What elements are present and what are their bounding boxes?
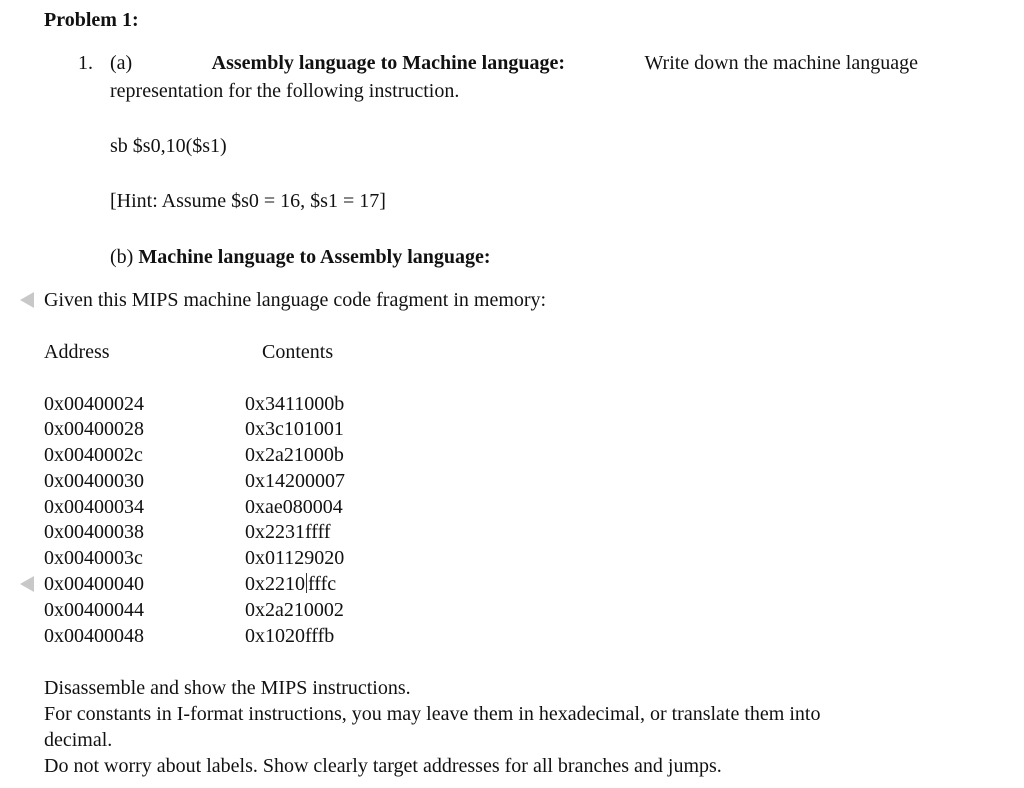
table-row-address: 0x00400028 <box>44 418 144 440</box>
table-row-contents: 0x2231ffff <box>245 521 331 543</box>
part-a-first-line <box>110 51 918 75</box>
table-row-contents: 0xae080004 <box>245 496 343 518</box>
table-row-address: 0x00400048 <box>44 625 144 647</box>
part-a-label: (a) <box>110 52 133 74</box>
table-row-address: 0x0040003c <box>44 547 143 569</box>
part-a-text-line1: Write down the machine language <box>644 52 918 74</box>
part-a-heading: Assembly language to Machine language: <box>211 52 565 74</box>
table-row-address: 0x0040002c <box>44 444 143 466</box>
footer-line2: For constants in I-format instructions, you may leave them in hexadecimal, or translate them into <box>44 703 821 725</box>
table-row-address: 0x00400034 <box>44 496 144 518</box>
table-row-address: 0x00400024 <box>44 393 144 415</box>
contents-header: Contents <box>262 341 334 363</box>
hint-text: [Hint: Assume $s0 = 16, $s1 = 17] <box>110 190 386 212</box>
footer-line3: decimal. <box>44 729 113 751</box>
instruction-text: sb $s0,10($s1) <box>110 135 227 157</box>
part-b-heading: Machine language to Assembly language: <box>138 246 491 268</box>
problem-title: Problem 1: <box>44 9 139 31</box>
address-header: Address <box>44 341 110 363</box>
table-row-address: 0x00400038 <box>44 521 144 543</box>
text-cursor <box>306 573 307 593</box>
table-row-contents: 0x3411000b <box>245 393 345 415</box>
part-a-text-line2: representation for the following instruction. <box>110 80 460 102</box>
paragraph-marker-icon <box>20 292 34 308</box>
table-row-address: 0x00400044 <box>44 599 144 621</box>
footer-line1: Disassemble and show the MIPS instructions. <box>44 677 411 699</box>
list-number: 1. <box>78 52 93 74</box>
table-row-address: 0x00400030 <box>44 470 144 492</box>
table-row-contents: 0x2a21000b <box>245 444 344 466</box>
footer-line4: Do not worry about labels. Show clearly target addresses for all branches and jumps. <box>44 755 722 777</box>
table-row-contents: 0x2a210002 <box>245 599 344 621</box>
table-row-contents: 0x14200007 <box>245 470 345 492</box>
paragraph-marker-icon <box>20 576 34 592</box>
part-b-intro: Given this MIPS machine language code fragment in memory: <box>44 289 547 311</box>
contents-part-b: fffc <box>308 573 337 595</box>
part-b-line <box>110 245 491 269</box>
table-row-address: 0x00400040 <box>44 573 144 595</box>
table-row-contents: 0x3c101001 <box>245 418 344 440</box>
contents-part-a: 0x2210 <box>245 573 305 595</box>
table-row-contents: 0x01129020 <box>245 547 345 569</box>
table-row-contents[interactable] <box>245 572 336 596</box>
table-row-contents: 0x1020fffb <box>245 625 335 647</box>
part-b-label: (b) <box>110 246 134 268</box>
